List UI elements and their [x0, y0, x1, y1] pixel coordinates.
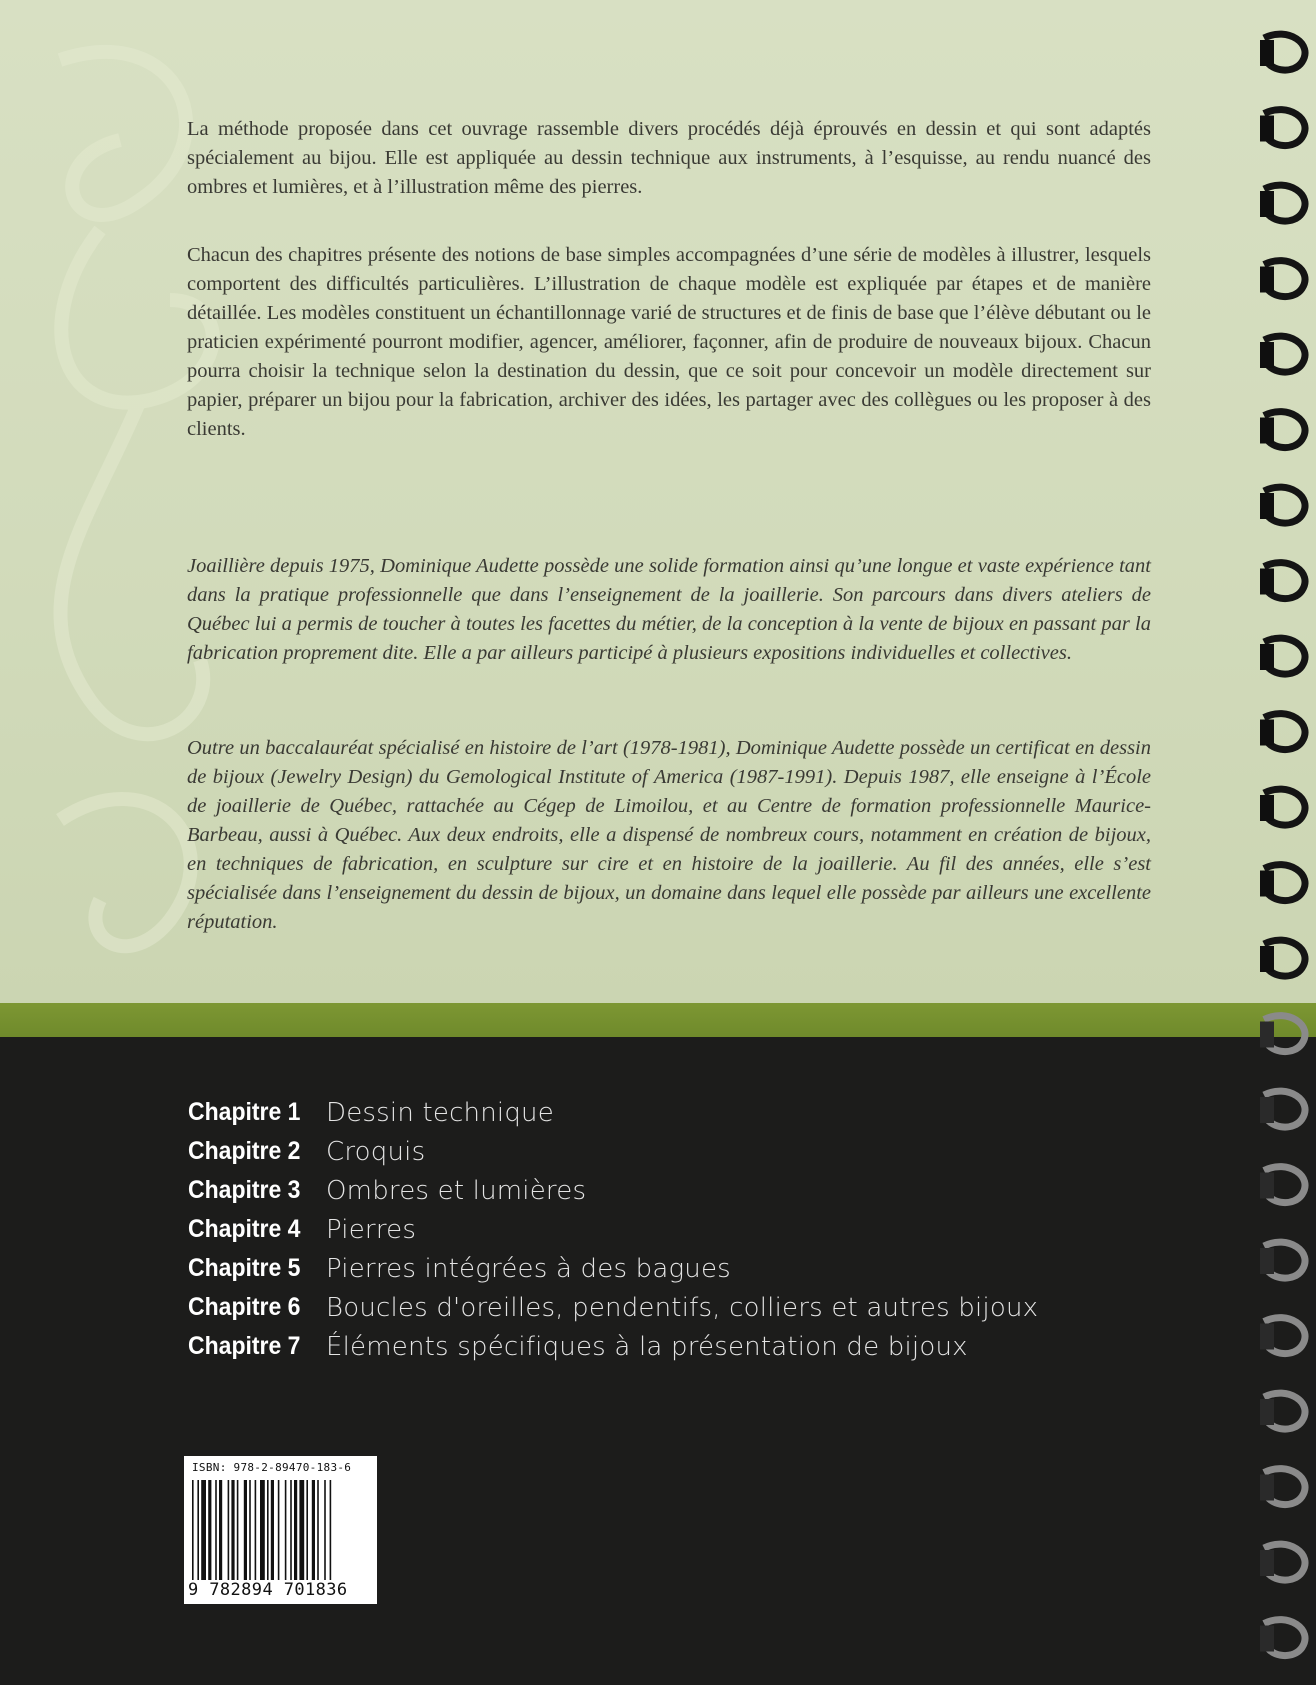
barcode-bar [330, 1480, 332, 1580]
spiral-coil [1260, 1544, 1305, 1580]
spiral-coil [1260, 487, 1305, 523]
barcode-bar [285, 1480, 287, 1580]
barcode-bar [219, 1480, 222, 1580]
spiral-coil [1260, 185, 1305, 221]
barcode-bar [299, 1480, 304, 1580]
spiral-coil [1260, 34, 1305, 70]
spiral-coil [1260, 1620, 1305, 1656]
barcode-bar [312, 1480, 315, 1580]
chapter-number: Chapitre 6 [188, 1293, 301, 1321]
barcode-bar [215, 1480, 217, 1580]
chapter-item [188, 1249, 1038, 1288]
chapter-number: Chapitre 4 [188, 1215, 301, 1243]
spiral-coil [1260, 638, 1305, 674]
spiral-coil [1260, 1318, 1305, 1354]
spiral-coil [1260, 261, 1305, 297]
description-paragraph: La méthode proposée dans cet ouvrage rassemble divers procédés déjà éprouvés en dessin et qui sont adaptés spécialement au bijou. Elle est appliquée au dessin technique aux instruments, à l’esquisse, au rendu nuancé des ombres et lumières, et à l’illustration même des pierres. [187, 118, 1151, 198]
accent-band [0, 1003, 1316, 1037]
chapter-number: Chapitre 1 [188, 1098, 301, 1126]
spiral-coil [1260, 110, 1305, 146]
barcode-bar [244, 1480, 247, 1580]
author-bio-paragraph: Outre un baccalauréat spécialisé en histoire de l’art (1978-1981), Dominique Audette possède un certificat en dessin de bijoux (Jewelry Design) du Gemological Institute of America (1987-1991). Depuis 1987, elle enseigne à l’École de joaillerie de Québec, rattachée au Cégep de Limoilou, et au Centre de formation professionnelle Maurice-Barbeau, aussi à Québec. Aux deux endroits, elle a dispensé de nombreux cours, notamment en création de bijoux, en techniques de fabrication, en sculpture sur cire et en histoire de la joaillerie. Au fil des années, elle s’est spécialisée dans l’enseignement du dessin de bijoux, un domaine dans lequel elle possède par ailleurs une excellente réputation. [187, 737, 1151, 933]
spiral-coil [1260, 789, 1305, 825]
spiral-coil [1260, 1393, 1305, 1429]
barcode-bar [228, 1480, 230, 1580]
barcode-bar [201, 1480, 206, 1580]
barcode [184, 1456, 377, 1604]
barcode-bar [260, 1480, 265, 1580]
barcode-bar [306, 1480, 308, 1580]
author-bio-paragraph: Joaillière depuis 1975, Dominique Audette possède une solide formation ainsi qu’une longue et vaste expérience tant dans la pratique professionnelle que dans l’enseignement de la joaillerie. Son parcours dans divers ateliers de Québec lui a permis de toucher à toutes les facettes du métier, de la conception à la vente de bijoux en passant par la fabrication proprement dite. Elle a par ailleurs participé à plusieurs expositions individuelles et collectives. [187, 555, 1151, 664]
chapter-title: Pierres intégrées à des bagues [326, 1253, 731, 1284]
chapter-number: Chapitre 5 [188, 1254, 301, 1282]
barcode-bar [267, 1480, 269, 1580]
barcode-bar [249, 1480, 251, 1580]
chapter-title: Dessin technique [326, 1097, 554, 1128]
chapter-item [188, 1210, 1038, 1249]
chapter-item [188, 1171, 1038, 1210]
spiral-coil [1260, 1242, 1305, 1278]
barcode-bar [192, 1480, 194, 1580]
spiral-coil [1260, 412, 1305, 448]
spiral-coil [1260, 1091, 1305, 1127]
chapter-title: Pierres [326, 1214, 417, 1245]
spiral-coil [1260, 865, 1305, 901]
barcode-icon [192, 1480, 369, 1580]
isbn-label: ISBN: 978-2-89470-183-6 [192, 1461, 352, 1474]
chapter-title: Boucles d'oreilles, pendentifs, colliers et autres bijoux [326, 1292, 1039, 1323]
chapter-number: Chapitre 2 [188, 1137, 301, 1165]
barcode-bar [324, 1480, 326, 1580]
chapter-list [188, 1093, 1038, 1366]
barcode-bar [255, 1480, 257, 1580]
barcode-bar [271, 1480, 274, 1580]
chapter-title: Ombres et lumières [326, 1175, 587, 1206]
chapter-number: Chapitre 7 [188, 1332, 301, 1360]
spiral-binding-icon [1258, 0, 1316, 1685]
chapter-title: Croquis [326, 1136, 426, 1167]
chapter-number: Chapitre 3 [188, 1176, 301, 1204]
spiral-coil [1260, 940, 1305, 976]
barcode-bar [317, 1480, 319, 1580]
spiral-coil [1260, 1469, 1305, 1505]
barcode-bar [208, 1480, 211, 1580]
chapter-item [188, 1093, 1038, 1132]
spiral-coil [1260, 1016, 1305, 1052]
chapter-item [188, 1132, 1038, 1171]
chapter-title: Éléments spécifiques à la présentation de bijoux [326, 1331, 968, 1362]
barcode-bar [231, 1480, 234, 1580]
spiral-coil [1260, 336, 1305, 372]
description-paragraph: Chacun des chapitres présente des notions de base simples accompagnées d’une série de modèles à illustrer, lesquels comportent des difficultés particulières. L’illustration de chaque modèle est expliquée par étapes et de manière détaillée. Les modèles constituent un échantillonnage varié de structures et de finis de base que l’élève débutant ou le praticien expérimenté pourront modifier, agencer, améliorer, façonner, afin de produire de nouveaux bijoux. Chacun pourra choisir la technique selon la destination du dessin, que ce soit pour concevoir un modèle directement sur papier, préparer un bijou pour la fabrication, archiver des idées, les partager avec des collègues ou les proposer à des clients. [187, 244, 1151, 440]
chapter-item [188, 1288, 1038, 1327]
spiral-coil [1260, 1167, 1305, 1203]
spiral-coil [1260, 563, 1305, 599]
barcode-bar [278, 1480, 280, 1580]
barcode-bar [197, 1480, 199, 1580]
barcode-bar [237, 1480, 239, 1580]
barcode-bar [290, 1480, 292, 1580]
spiral-coil [1260, 714, 1305, 750]
chapter-item [188, 1327, 1038, 1366]
barcode-bar [294, 1480, 297, 1580]
barcode-digits: 9 782894 701836 [188, 1580, 348, 1600]
